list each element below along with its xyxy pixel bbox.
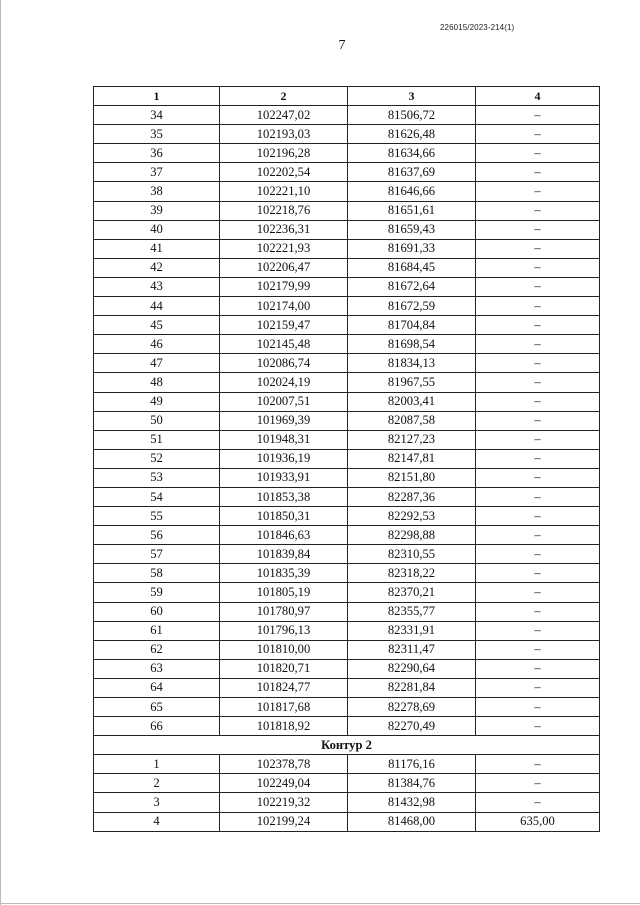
table-cell-col1: 50 [94,411,220,430]
table-cell-col3: 81176,16 [348,755,476,774]
table-cell-col2: 102086,74 [220,354,348,373]
table-row [94,258,600,277]
table-cell-col2: 102221,93 [220,239,348,258]
table-cell-col2: 102193,03 [220,125,348,144]
table-cell-col2: 102196,28 [220,144,348,163]
table-cell-col1: 42 [94,258,220,277]
table-cell-col1: 35 [94,125,220,144]
table-cell-col1: 64 [94,678,220,697]
table-cell-col4: – [476,316,600,335]
table-cell-col4: – [476,163,600,182]
table-cell-col4: – [476,354,600,373]
table-row [94,526,600,545]
table-cell-col2: 102247,02 [220,106,348,125]
table-cell-col3: 82127,23 [348,430,476,449]
table-cell-col3: 82298,88 [348,526,476,545]
table-cell-col3: 81672,64 [348,277,476,296]
table-cell-col2: 102218,76 [220,201,348,220]
table-cell-col1: 62 [94,640,220,659]
table-cell-col4: – [476,182,600,201]
page-edge-bottom [0,903,640,904]
column-header-2: 2 [220,87,348,106]
table-cell-col1: 2 [94,774,220,793]
table-cell-col3: 82311,47 [348,640,476,659]
table-row [94,163,600,182]
table-cell-col3: 82318,22 [348,564,476,583]
table-cell-col4: – [476,621,600,640]
table-cell-col2: 101969,39 [220,411,348,430]
column-header-3: 3 [348,87,476,106]
table-cell-col3: 81659,43 [348,220,476,239]
table-cell-col2: 101780,97 [220,602,348,621]
table-cell-col2: 101824,77 [220,678,348,697]
table-cell-col2: 102219,32 [220,793,348,812]
coordinates-table [93,86,600,832]
table-cell-col4: – [476,698,600,717]
table-row [94,201,600,220]
column-header-1: 1 [94,87,220,106]
table-cell-col3: 81698,54 [348,335,476,354]
table-cell-col1: 55 [94,507,220,526]
table-cell-col1: 3 [94,793,220,812]
table-cell-col4: – [476,487,600,506]
table-cell-col4: – [476,373,600,392]
table-cell-col2: 101810,00 [220,640,348,659]
table-row [94,678,600,697]
table-cell-col1: 47 [94,354,220,373]
table-cell-col3: 81967,55 [348,373,476,392]
table-cell-col2: 102249,04 [220,774,348,793]
table-cell-col2: 102179,99 [220,277,348,296]
table-cell-col1: 43 [94,277,220,296]
table-cell-col1: 39 [94,201,220,220]
table-row [94,144,600,163]
table-cell-col3: 82278,69 [348,698,476,717]
table-row [94,793,600,812]
table-row [94,507,600,526]
table-cell-col4: – [476,602,600,621]
table-cell-col1: 63 [94,659,220,678]
table-cell-col2: 102024,19 [220,373,348,392]
table-cell-col4: – [476,449,600,468]
table-cell-col2: 101796,13 [220,621,348,640]
table-cell-col1: 65 [94,698,220,717]
document-id: 226015/2023-214(1) [440,23,515,32]
table-cell-col2: 101933,91 [220,468,348,487]
table-cell-col4: – [476,774,600,793]
table-cell-col1: 34 [94,106,220,125]
table-row [94,125,600,144]
table-cell-col3: 82310,55 [348,545,476,564]
table-cell-col2: 101846,63 [220,526,348,545]
table-row [94,354,600,373]
table-cell-col3: 82003,41 [348,392,476,411]
table-cell-col1: 60 [94,602,220,621]
table-cell-col4: – [476,640,600,659]
table-cell-col3: 82290,64 [348,659,476,678]
table-cell-col1: 61 [94,621,220,640]
table-cell-col4: – [476,106,600,125]
table-cell-col3: 82355,77 [348,602,476,621]
table-cell-col4: – [476,583,600,602]
table-cell-col4: – [476,297,600,316]
table-cell-col2: 101839,84 [220,545,348,564]
table-cell-col2: 101818,92 [220,717,348,736]
table-row [94,602,600,621]
table-cell-col1: 40 [94,220,220,239]
table-cell-col4: – [476,526,600,545]
table-cell-col3: 81651,61 [348,201,476,220]
table-cell-col2: 102221,10 [220,182,348,201]
table-cell-col3: 82287,36 [348,487,476,506]
table-row [94,698,600,717]
table-row [94,277,600,296]
table-row [94,812,600,831]
table-cell-col2: 101853,38 [220,487,348,506]
table-cell-col1: 56 [94,526,220,545]
table-cell-col2: 102206,47 [220,258,348,277]
table-cell-col3: 81646,66 [348,182,476,201]
table-cell-col2: 101817,68 [220,698,348,717]
table-cell-col3: 81672,59 [348,297,476,316]
table-row [94,316,600,335]
table-cell-col1: 37 [94,163,220,182]
table-cell-col2: 101948,31 [220,430,348,449]
table-row [94,487,600,506]
table-cell-col4: – [476,545,600,564]
table-cell-col1: 54 [94,487,220,506]
table-cell-col2: 101936,19 [220,449,348,468]
table-cell-col4: – [476,411,600,430]
table-row [94,220,600,239]
table-cell-col3: 81432,98 [348,793,476,812]
table-cell-col2: 102145,48 [220,335,348,354]
table-cell-col2: 102199,24 [220,812,348,831]
table-row [94,392,600,411]
table-cell-col2: 101835,39 [220,564,348,583]
table-cell-col4: – [476,392,600,411]
table-row [94,430,600,449]
table-cell-col1: 52 [94,449,220,468]
table-cell-col3: 81691,33 [348,239,476,258]
table-cell-col4: – [476,335,600,354]
table-cell-col1: 1 [94,755,220,774]
table-cell-col1: 48 [94,373,220,392]
table-cell-col2: 102202,54 [220,163,348,182]
table-cell-col1: 66 [94,717,220,736]
section-row [94,736,600,755]
table-row [94,564,600,583]
table-cell-col4: – [476,277,600,296]
table-row [94,297,600,316]
table-cell-col4: – [476,144,600,163]
table-row [94,239,600,258]
table-cell-col4: – [476,507,600,526]
table-cell-col4: – [476,717,600,736]
table-cell-col1: 58 [94,564,220,583]
table-cell-col4: – [476,564,600,583]
table-cell-col4: – [476,793,600,812]
table-row [94,717,600,736]
table-row [94,468,600,487]
table-row [94,583,600,602]
section-title: Контур 2 [94,736,600,755]
table-cell-col4: 635,00 [476,812,600,831]
table-cell-col2: 102007,51 [220,392,348,411]
table-cell-col3: 81684,45 [348,258,476,277]
table-cell-col3: 82370,21 [348,583,476,602]
table-cell-col3: 82270,49 [348,717,476,736]
table-cell-col2: 101805,19 [220,583,348,602]
table-cell-col4: – [476,239,600,258]
table-cell-col4: – [476,659,600,678]
table-cell-col2: 101820,71 [220,659,348,678]
table-cell-col1: 44 [94,297,220,316]
column-header-4: 4 [476,87,600,106]
table-cell-col1: 46 [94,335,220,354]
table-cell-col1: 45 [94,316,220,335]
table-cell-col1: 36 [94,144,220,163]
table-cell-col1: 59 [94,583,220,602]
page-number: 7 [338,38,346,53]
table-cell-col3: 81704,84 [348,316,476,335]
table-body [94,106,600,832]
table-header-row [94,87,600,106]
table-cell-col4: – [476,258,600,277]
table-row [94,373,600,392]
table-cell-col3: 82087,58 [348,411,476,430]
table-cell-col1: 41 [94,239,220,258]
table-cell-col2: 102174,00 [220,297,348,316]
table-row [94,659,600,678]
table-cell-col3: 82331,91 [348,621,476,640]
table-cell-col3: 82147,81 [348,449,476,468]
page-edge-left [0,0,1,905]
table-cell-col2: 101850,31 [220,507,348,526]
table-cell-col2: 102378,78 [220,755,348,774]
table-cell-col3: 81506,72 [348,106,476,125]
table-cell-col4: – [476,201,600,220]
table-cell-col3: 81834,13 [348,354,476,373]
table-row [94,411,600,430]
table-cell-col4: – [476,678,600,697]
table-cell-col4: – [476,430,600,449]
table-row [94,640,600,659]
table-row [94,335,600,354]
table-cell-col2: 102236,31 [220,220,348,239]
table-row [94,545,600,564]
table-cell-col3: 81626,48 [348,125,476,144]
table-row [94,755,600,774]
table-row [94,449,600,468]
table-cell-col2: 102159,47 [220,316,348,335]
table-cell-col1: 49 [94,392,220,411]
table-row [94,106,600,125]
table-cell-col4: – [476,468,600,487]
table-cell-col3: 81637,69 [348,163,476,182]
table-cell-col3: 82151,80 [348,468,476,487]
table-cell-col3: 81468,00 [348,812,476,831]
table-cell-col1: 4 [94,812,220,831]
table-cell-col3: 82281,84 [348,678,476,697]
table-cell-col1: 38 [94,182,220,201]
table-cell-col4: – [476,755,600,774]
table-row [94,621,600,640]
table-row [94,774,600,793]
table-cell-col4: – [476,125,600,144]
table-cell-col3: 81384,76 [348,774,476,793]
table-cell-col1: 57 [94,545,220,564]
table-cell-col1: 53 [94,468,220,487]
table-cell-col4: – [476,220,600,239]
table-cell-col3: 81634,66 [348,144,476,163]
table-row [94,182,600,201]
table-cell-col3: 82292,53 [348,507,476,526]
table-cell-col1: 51 [94,430,220,449]
